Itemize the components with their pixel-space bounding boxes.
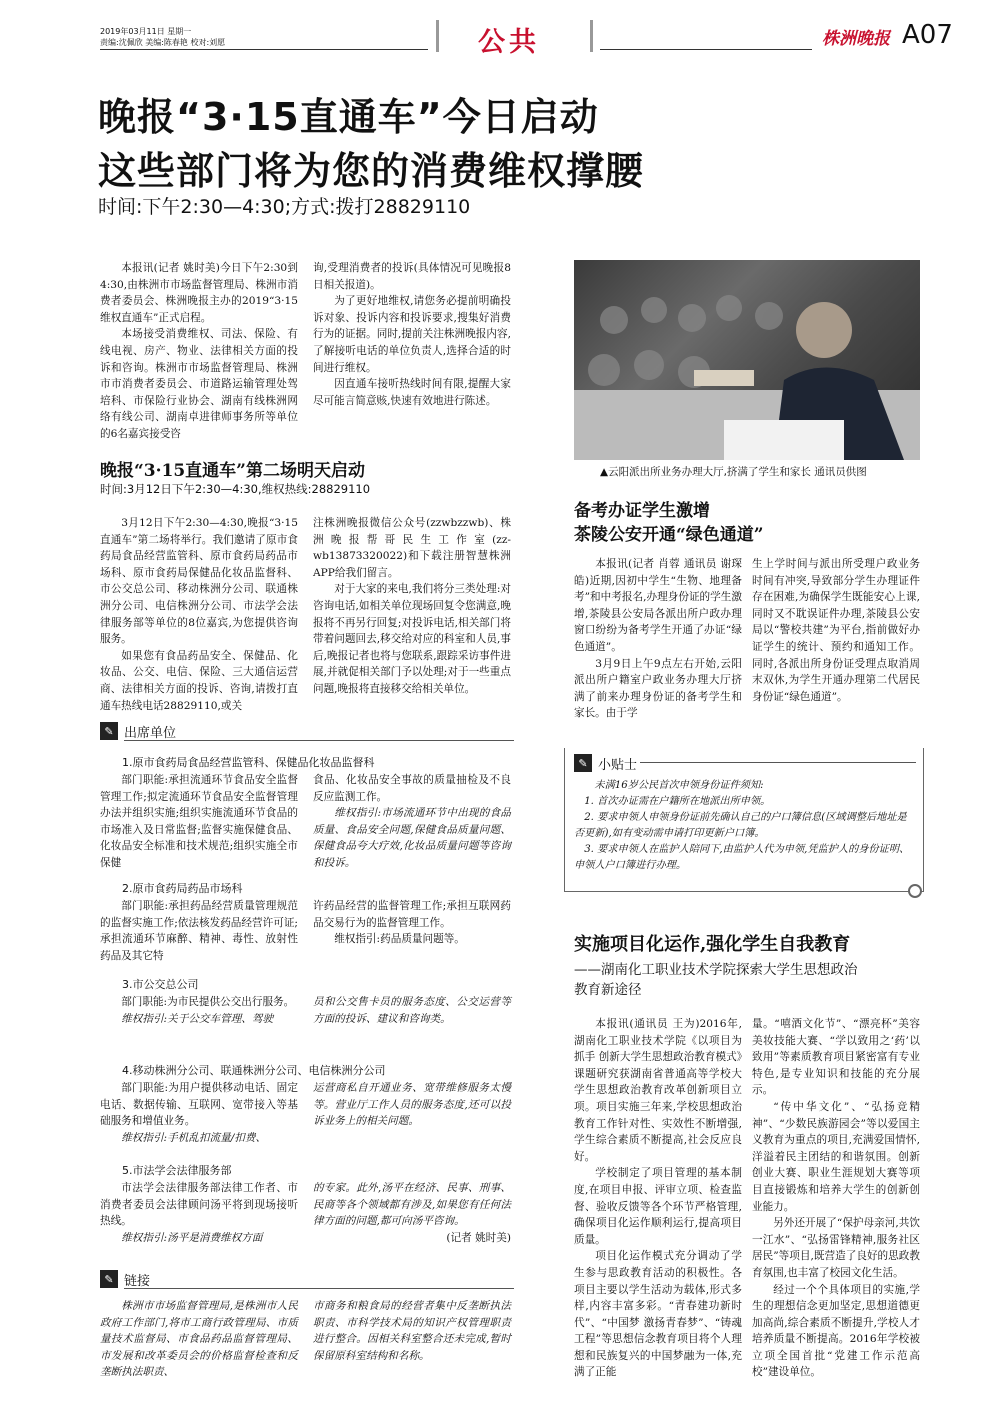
section-title: 公共 [478,27,540,58]
unit2-left [100,898,298,966]
headline-sub: 时间:下午2:30—4:30;方式:拨打28829110 [98,196,471,218]
paragraph: 项目化运作模式充分调动了学生参与思政教育活动的积极性。各项目主要以学生活动为载体,形式多样,内容丰富多彩。“青春建功新时代”、“中国梦 激扬青春梦”、“铸魂工程”等思想信念教育项目将个人理想和民族复兴的中国梦融为一体,充满了正能 [574,1250,742,1379]
paragraph: 本场接受消费维权、司法、保险、有线电视、房产、物业、法律相关方面的投诉和咨询。株洲市市场监督管理局、株洲市市消费者委员会、市道路运输管理处驾培科、市保险行业协会、湖南有线株洲网络有线公司、湖南卓进律师事务所等单位的6名嘉宾接受咨 [100,328,298,440]
paragraph: 注株洲晚报微信公众号(zzwbzzwb)、株洲晚报帮哥民生工作室(zz-wb13873320022)和下载注册智慧株洲APP给我们留言。 [313,517,511,579]
tip-tag [574,754,637,772]
paragraph: 因直通车接听热线时间有限,提醒大家尽可能言简意赅,快速有效地进行陈述。 [313,378,511,407]
paragraph: 许药品经营的监督管理工作;承担互联网药品交易行为的监督管理工作。 [313,900,511,929]
paragraph: 市商务和粮食局的经营者集中反垄断执法职责、市科学技术局的知识产权管理职责进行整合。因相关科室整合还未完成,暂时保留原科室结构和名称。 [313,1300,511,1362]
link-tag [100,1270,150,1288]
header-bar-1 [436,20,439,52]
paragraph: 部门职能:承担流通环节食品安全监督管理工作;拟定流通环节食品安全监督管理办法并组织实施;组织实施流通环节食品的市场准入及日常监督;监督实施保健食品、化妆品安全标准和技术规范;组织实施全市保健 [100,774,298,869]
tip-line: 3. 要求申领人在监护人陪同下,由监护人代为申领,凭监护人的身份证明、申领人户口簿进行办理。 [574,844,910,871]
paragraph: 株洲市市场监督管理局,是株洲市人民政府工作部门,将市工商行政管理局、市质量技术监督局、市食品药品监督管理局、市发展和改革委员会的价格监督检查和反垄断执法职责、 [100,1300,298,1379]
pen-icon: ✎ [100,1270,118,1288]
units-tag-label: 出席单位 [124,725,177,741]
unit-title-3: 3.市公交总公司 [122,978,199,991]
paragraph: 3月9日上午9点左右开始,云阳派出所户籍室户政业务办理大厅挤满了前来办理身份证的备考学生和家长。由于学 [574,657,742,720]
police-col2 [752,556,920,740]
tip-text [574,778,914,888]
unit5-left [100,1180,298,1248]
unit1-left [100,772,298,872]
tip-tag-label: 小贴士 [598,757,638,773]
unit-title-5: 5.市法学会法律服务部 [122,1164,232,1177]
news-photo [574,260,920,460]
college-sub1: ——湖南化工职业技术学院探索大学生思想政治 [574,962,858,978]
paragraph: 量。“嘻酒文化节”、“漂亮杯”美容美妆技能大赛、“学以致用之‘药’以致用”等素质教育项目紧密富有专业特色,是专业知识和技能的充分展示。 [752,1018,920,1097]
headline-line2: 这些部门将为您的消费维权撑腰 [98,149,645,193]
police-title2: 茶陵公安开通“绿色通道” [574,525,764,545]
tip-tag-rule [640,762,916,763]
header-bar-2 [590,20,593,52]
paragraph: 生上学时间与派出所受理户政业务时间有冲突,导致部分学生办理证件存在困难,为确保学生既能安心上课,同时又不耽误证件办理,茶陵县公安局以“警校共建”为平台,指前做好办证学生的统计、预约和通知工作。同时,各派出所身份证受理点取消周末双休,为学生开通办理第二代居民身份证“绿色通道”。 [752,558,920,703]
paragraph: 3月12日下午2:30—4:30,晚报“3·15直通车”第二场将举行。我们邀请了原市食药局食品经营监管科、原市食药局药品市场科、原市食药局保健品化妆品监督科、市公交总公司、移动株洲分公司、联通株洲分公司、电信株洲分公司、市法学会法律服务部等单位的8位嘉宾,为您提供咨询服务。 [100,517,298,646]
college-title: 实施项目化运作,强化学生自我教育 [574,934,851,955]
paragraph: 食品、化妆品安全事故的质量抽检及不良反应监测工作。 [313,774,511,803]
header-rule-left [100,49,428,50]
link-tag-rule [124,1288,514,1289]
logo: 株洲晚报 [822,29,890,49]
photo-caption: ▲云阳派出所业务办理大厅,挤满了学生和家长 通讯员供图 [600,466,867,478]
paragraph: 的专家。此外,汤平在经济、民事、刑事、民商等各个领域都有涉及,如果您有任何法律方面的问题,都可向汤平咨询。 [313,1182,511,1228]
college-col1 [574,1016,742,1402]
paragraph: 员和公交售卡员的服务态度、公交运营等方面的投诉、建议和咨询类。 [313,996,511,1025]
units-tag [100,722,176,740]
headline-line1: 晚报“3·15直通车”今日启动 [98,95,599,139]
link-left [100,1298,298,1402]
paragraph: 部门职能:为用户提供移动电话、固定电话、数据传输、互联网、宽带接入等基础服务和增值业务。 [100,1082,298,1128]
paragraph: 部门职能:承担药品经营质量管理规范的监督实施工作;依法核发药品经营许可证;承担流通环节麻醉、精神、毒性、放射性药品及其它特 [100,900,298,962]
unit1-right [313,772,511,872]
byline: (记者 姚时美) [446,1231,511,1244]
link-right [313,1298,511,1402]
paragraph: 市法学会法律服务部法律工作者、市消费者委员会法律顾问汤平将到现场接听热线。 [100,1182,298,1228]
unit4-left [100,1080,298,1148]
paragraph: 经过一个个具体项目的实施,学生的理想信念更加坚定,思想道德更加高尚,综合素质不断提升,学校人才培养质量不断提高。2016年学校被立项全国首批“党建工作示范高校”建设单位。 [752,1283,920,1379]
unit5-right [313,1180,511,1248]
article2-col1 [100,515,298,712]
header-staff: 责编:沈佩欣 美编:陈春艳 校对:刘愿 [100,38,226,47]
unit-title-2: 2.原市食药局药品市场科 [122,882,243,895]
paragraph: 维权指引:手机乱扣流量/扣费、 [121,1131,267,1144]
paragraph: 为了更好地维权,请您务必提前明确投诉对象、投诉内容和投诉要求,搜集好消费行为的证据。同时,提前关注株洲晚报内容,了解接听电话的单位负责人,选择合适的时间进行维权。 [313,295,511,374]
link-tag-label: 链接 [124,1273,151,1289]
police-col1 [574,556,742,740]
college-sub2: 教育新途径 [574,982,642,998]
article1-col2 [313,260,511,435]
police-title1: 备考办证学生激增 [574,501,710,521]
unit3-left [100,994,298,1044]
unit-title-4: 4.移动株洲分公司、联通株洲分公司、电信株洲分公司 [122,1064,386,1077]
paragraph: “传中华文化”、“弘扬竞精神”、“少数民族游园会”等以爱国主义教育为重点的项目,充满爱国情怀,洋溢着民主团结的和谐氛围。创新创业大赛、职业生涯规划大赛等项目直接锻炼和培养大学生的创新创业能力。 [752,1100,920,1213]
paragraph: 部门职能:为市民提供公交出行服务。 [121,996,295,1008]
header-date: 2019年03月11日 星期一 [100,27,192,36]
article2-title: 晚报“3·15直通车”第二场明天启动 [100,461,365,481]
photo-illustration [574,260,920,460]
college-col2 [752,1016,920,1402]
tip-line: 2. 要求申领人申领身份证前先确认自己的户口簿信息(区域调整后地址是否更新),如有变动需申请打印更新户口簿。 [574,812,907,839]
tip-box-corner-dot [908,884,922,898]
paragraph: 维权指引:汤平是消费维权方面 [121,1231,263,1244]
article2-col2 [313,515,511,701]
tip-line: 未满16岁公民首次申领身份证件须知: [594,780,764,791]
article2-sub: 时间:3月12日下午2:30—4:30,维权热线:28829110 [100,482,371,496]
paragraph: 维权指引:药品质量问题等。 [334,933,465,946]
tip-line: 1. 首次办证需在户籍所在地派出所申领。 [584,796,771,807]
paragraph: 对于大家的来电,我们将分三类处理:对咨询电话,如相关单位现场回复令您满意,晚报将不再另行回复;对投诉电话,相关部门将带着问题回去,移交给对应的科室和人员,事后,晚报记者也将与您联系,跟踪采访事件进展,并就促相关部门予以处理;对于一些重点问题,晚报将直接移交给相关单位。 [313,583,511,695]
header-rule-right [600,49,812,50]
paragraph: 本报讯(记者 肖蓉 通讯员 谢琛皓)近期,因初中学生“生物、地理备考”和中考报名,办理身份证的学生激增,茶陵县公安局各派出所户政办理窗口纷纷为备考学生开通了办证“绿色通道”。 [574,558,742,653]
paragraph: 维权指引:关于公交车管理、驾驶 [121,1012,274,1025]
units-tag-rule [124,740,514,741]
paragraph: 运营商私自开通业务、宽带维修服务太慢等。营业厅工作人员的服务态度,还可以投诉业务上的相关问题。 [313,1082,511,1128]
paragraph: 询,受理消费者的投诉(具体情况可见晚报8日相关报道)。 [313,262,511,291]
pen-icon: ✎ [574,754,592,772]
unit-title-1: 1.原市食药局食品经营监管科、保健品化妆品监督科 [122,756,375,769]
page-number: A07 [902,20,953,50]
paragraph: 本报讯(记者 姚时美)今日下午2:30到4:30,由株洲市市场监督管理局、株洲市消费者委员会、株洲晚报主办的2019“3·15维权直通车”正式启程。 [100,262,298,324]
paragraph: 如果您有食品药品安全、保健品、化妆品、公交、电信、保险、三大通信运营商、法律相关方面的投诉、咨询,请拨打直通车热线电话28829110,或关 [100,649,298,712]
paragraph: 本报讯(通讯员 王为)2016年,湖南化工职业技术学院《以项目为抓手 创新大学生思想政治教育模式》课题研究获湖南省普通高等学校大学生思想政治教育改革创新项目立项。项目实施三年来,学校思想政治教育工作针对性、实效性不断增强,学生综合素质不断提高,社会反应良好。 [574,1018,742,1163]
article1-col1 [100,260,298,440]
unit2-right [313,898,511,966]
unit3-right [313,994,511,1044]
paragraph: 学校制定了项目管理的基本制度,在项目申报、评审立项、检查监督、验收反馈等各个环节严格管理,确保项目化运作顺利运行,提高项目质量。 [574,1167,742,1246]
paragraph: 维权指引:市场流通环节中出现的食品质量、食品安全问题,保健食品质量问题、保健食品夸大疗效,化妆品质量问题等咨询和投诉。 [313,807,511,869]
pen-icon: ✎ [100,722,118,740]
paragraph: 另外还开展了“保护母亲河,共饮一江水”、“弘扬雷锋精神,服务社区居民”等项目,既营造了良好的思政教育氛围,也丰富了校园文化生活。 [752,1217,920,1279]
unit4-right [313,1080,511,1148]
